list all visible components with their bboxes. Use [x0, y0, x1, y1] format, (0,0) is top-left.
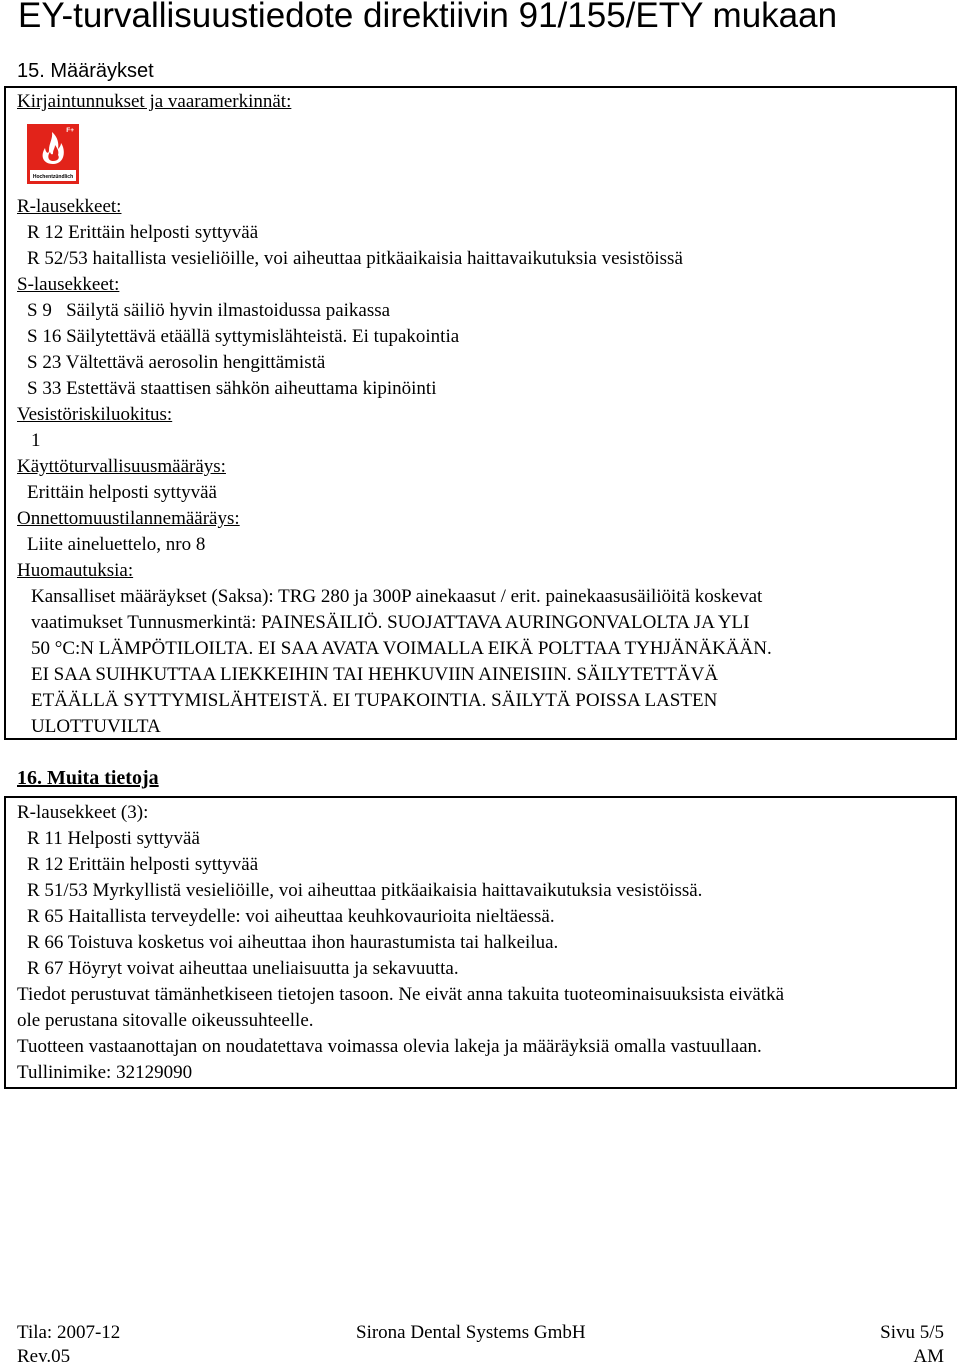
- s-phrase: S 33 Estettävä staattisen sähkön aiheuttama kipinöinti: [27, 378, 437, 399]
- operational-value: Erittäin helposti syttyvää: [27, 482, 217, 503]
- hazard-symbol: [27, 124, 79, 184]
- section-15-heading: 15. Määräykset: [17, 60, 154, 82]
- remarks-line: 50 °C:N LÄMPÖTILOILTA. EI SAA AVATA VOIMALLA EIKÄ POLTTAA TYHJÄNÄKÄÄN.: [31, 638, 772, 659]
- r-phrase: R 51/53 Myrkyllistä vesieliöille, voi aiheuttaa pitkäaikaisia haittavaikutuksia vesistöissä.: [27, 880, 703, 901]
- remarks-line: ETÄÄLLÄ SYTTYMISLÄHTEISTÄ. EI TUPAKOINTIA. SÄILYTÄ POISSA LASTEN: [31, 690, 718, 711]
- footer-status: Tila: 2007-12: [17, 1322, 121, 1343]
- recipient-note: Tuotteen vastaanottajan on noudatettava voimassa olevia lakeja ja määräyksiä omalla vastuullaan.: [17, 1036, 762, 1057]
- r-phrases-heading: R-lausekkeet:: [17, 196, 122, 217]
- remarks-line: Kansalliset määräykset (Saksa): TRG 280 ja 300P ainekaasut / erit. painekaasusäiliöitä koskevat: [31, 586, 763, 607]
- r-phrase: R 12 Erittäin helposti syttyvää: [27, 222, 259, 243]
- s-phrase: S 23 Vältettävä aerosolin hengittämistä: [27, 352, 326, 373]
- r-phrases-3-heading: R-lausekkeet (3):: [17, 802, 149, 823]
- s-phrase: S 9 Säilytä säiliö hyvin ilmastoidussa paikassa: [27, 300, 391, 321]
- footer-revision: Rev.05: [17, 1346, 71, 1367]
- hazard-letters: F+: [66, 127, 74, 134]
- s-phrases-heading: S-lausekkeet:: [17, 274, 120, 295]
- remarks-line: EI SAA SUIHKUTTAA LIEKKEIHIN TAI HEHKUVIIN AINEISIIN. SÄILYTETTÄVÄ: [31, 664, 719, 685]
- accident-heading: Onnettomuustilannemääräys:: [17, 508, 240, 529]
- hazard-caption: Hochentzündlich: [32, 174, 74, 180]
- r-phrase: R 65 Haitallista terveydelle: voi aiheuttaa keuhkovaurioita nieltäessä.: [27, 906, 555, 927]
- s-phrase: S 16 Säilytettävä etäällä syttymislähteistä. Ei tupakointia: [27, 326, 460, 347]
- footer-author: AM: [913, 1346, 944, 1367]
- footer-page: Sivu 5/5: [880, 1322, 944, 1343]
- labels-heading: Kirjaintunnukset ja vaaramerkinnät:: [17, 91, 292, 112]
- remarks-line: ULOTTUVILTA: [31, 716, 161, 737]
- flame-icon: [27, 124, 79, 184]
- r-phrase: R 12 Erittäin helposti syttyvää: [27, 854, 259, 875]
- r-phrase: R 52/53 haitallista vesieliöille, voi aiheuttaa pitkäaikaisia haittavaikutuksia vesistöissä: [27, 248, 683, 269]
- remarks-line: vaatimukset Tunnusmerkintä: PAINESÄILIÖ. SUOJATTAVA AURINGONVALOLTA JA YLI: [31, 612, 750, 633]
- disclaimer-line: Tiedot perustuvat tämänhetkiseen tietojen tasoon. Ne eivät anna takuita tuoteominaisuuksista eivätkä: [17, 984, 785, 1005]
- section-16-heading: 16. Muita tietoja: [17, 767, 159, 789]
- operational-heading: Käyttöturvallisuusmääräys:: [17, 456, 226, 477]
- r-phrase: R 67 Höyryt voivat aiheuttaa uneliaisuutta ja sekavuutta.: [27, 958, 459, 979]
- remarks-heading: Huomautuksia:: [17, 560, 134, 581]
- r-phrase: R 11 Helposti syttyvää: [27, 828, 200, 849]
- water-class-value: 1: [31, 430, 41, 451]
- disclaimer-line: ole perustana sitovalle oikeussuhteelle.: [17, 1010, 314, 1031]
- document-title: EY-turvallisuustiedote direktiivin 91/155/ETY mukaan: [18, 0, 838, 35]
- accident-value: Liite aineluettelo, nro 8: [27, 534, 206, 555]
- footer-company: Sirona Dental Systems GmbH: [356, 1322, 586, 1343]
- r-phrase: R 66 Toistuva kosketus voi aiheuttaa ihon haurastumista tai halkeilua.: [27, 932, 559, 953]
- water-class-heading: Vesistöriskiluokitus:: [17, 404, 173, 425]
- customs-name: Tullinimike: 32129090: [17, 1062, 193, 1083]
